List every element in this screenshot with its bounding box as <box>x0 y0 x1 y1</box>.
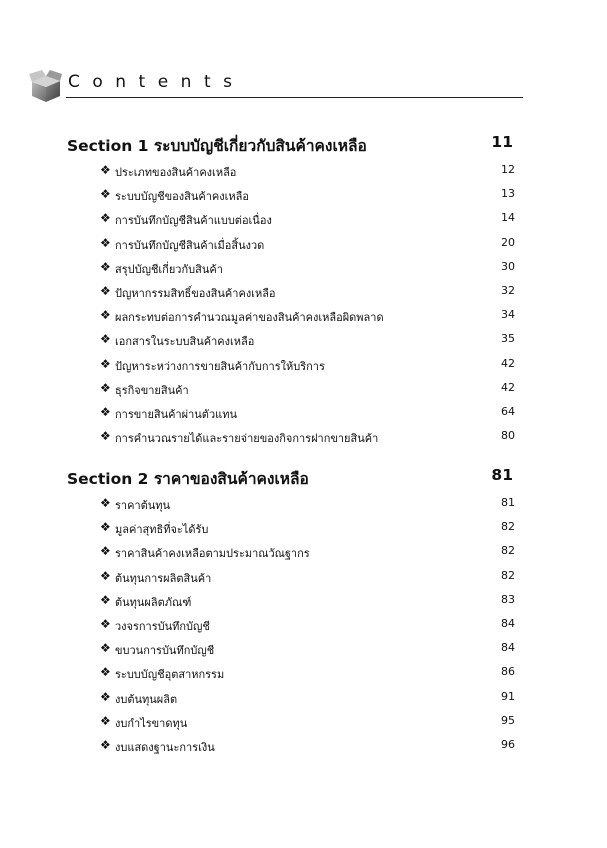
header-divider <box>66 97 523 98</box>
toc-entry[interactable] <box>67 187 515 211</box>
toc-entry[interactable] <box>67 665 515 689</box>
toc-entry-page: 81 <box>501 496 515 509</box>
toc-entry[interactable] <box>67 617 515 641</box>
diamond-bullet-icon: ❖ <box>100 616 111 631</box>
section-title: Section 2 ราคาของสินค้าคงเหลือ <box>67 470 309 488</box>
toc-entry-label: การบันทึกบัญชีสินค้าแบบต่อเนื่อง <box>115 214 272 228</box>
toc-entry[interactable] <box>67 429 515 453</box>
toc-entry-label: ราคาสินค้าคงเหลือตามประมาณวัณฐากร <box>115 547 310 561</box>
box-icon <box>28 68 64 104</box>
toc-entry[interactable] <box>67 520 515 544</box>
toc-entry-label: ระบบบัญชีของสินค้าคงเหลือ <box>115 190 249 204</box>
toc-entry-page: 84 <box>501 616 515 630</box>
diamond-bullet-icon: ❖ <box>100 665 111 680</box>
toc-entry[interactable] <box>67 544 515 568</box>
diamond-bullet-icon: ❖ <box>100 187 111 202</box>
toc-entry[interactable] <box>67 308 515 332</box>
section-title: Section 1 ระบบบัญชีเกี่ยวกับสินค้าคงเหลือ <box>67 137 367 155</box>
section-items <box>67 496 515 762</box>
toc-entry-label: การบันทึกบัญชีสินค้าเมื่อสิ้นงวด <box>115 238 265 252</box>
contents-header <box>28 68 523 100</box>
diamond-bullet-icon: ❖ <box>100 544 111 559</box>
diamond-bullet-icon: ❖ <box>100 308 111 323</box>
toc-entry-page: 34 <box>501 308 515 322</box>
toc-entry-label: ราคาต้นทุน <box>115 499 171 512</box>
toc-entry-page: 80 <box>501 429 515 443</box>
toc-entry-page: 12 <box>501 163 515 176</box>
diamond-bullet-icon: ❖ <box>100 689 111 704</box>
toc-entry-page: 84 <box>501 641 515 655</box>
toc-entry[interactable] <box>67 593 515 617</box>
toc-entry-page: 91 <box>501 689 515 703</box>
toc-entry[interactable] <box>67 569 515 593</box>
toc-entry-label: มูลค่าสุทธิที่จะได้รับ <box>115 523 209 537</box>
toc-entry-label: ปัญหากรรมสิทธิ์ของสินค้าคงเหลือ <box>115 286 276 300</box>
section-items <box>67 163 515 453</box>
toc-entry-label: ต้นทุนผลิตภัณฑ์ <box>115 595 192 609</box>
toc-entry[interactable] <box>67 641 515 665</box>
toc-entry-label: ธุรกิจขายสินค้า <box>115 383 189 397</box>
toc-entry-label: การคำนวณรายได้และรายจ่ายของกิจการฝากขายสินค้า <box>115 432 379 446</box>
section-page-number: 11 <box>491 133 513 151</box>
diamond-bullet-icon: ❖ <box>100 713 111 728</box>
diamond-bullet-icon: ❖ <box>100 496 111 510</box>
section-heading <box>67 466 515 492</box>
toc-entry[interactable] <box>67 260 515 284</box>
toc-entry-label: สรุปบัญชีเกี่ยวกับสินค้า <box>115 262 223 276</box>
toc-entry-label: ประเภทของสินค้าคงเหลือ <box>115 166 237 179</box>
toc-entry-label: วงจรการบันทึกบัญชี <box>115 619 210 633</box>
toc-entry[interactable] <box>67 381 515 405</box>
toc-entry-page: 20 <box>501 235 515 249</box>
toc-entry[interactable] <box>67 714 515 738</box>
toc-entry-page: 82 <box>501 568 515 582</box>
toc-entry-page: 13 <box>501 187 515 201</box>
diamond-bullet-icon: ❖ <box>100 332 111 347</box>
toc-entry-page: 86 <box>501 665 515 679</box>
diamond-bullet-icon: ❖ <box>100 211 111 226</box>
toc-entry-label: งบต้นทุนผลิต <box>115 692 178 706</box>
toc-entry-label: ปัญหาระหว่างการขายสินค้ากับการให้บริการ <box>115 359 325 373</box>
section-page-number: 81 <box>491 466 513 484</box>
toc-entry-page: 30 <box>501 259 515 273</box>
toc-entry[interactable] <box>67 211 515 235</box>
toc-entry-page: 83 <box>501 592 515 606</box>
diamond-bullet-icon: ❖ <box>100 568 111 583</box>
diamond-bullet-icon: ❖ <box>100 356 111 371</box>
diamond-bullet-icon: ❖ <box>100 592 111 607</box>
toc-entry-label: งบกำไรขาดทุน <box>115 716 188 730</box>
section-2 <box>67 466 515 762</box>
toc-entry-page: 82 <box>501 544 515 558</box>
toc-entry-label: ต้นทุนการผลิตสินค้า <box>115 571 212 585</box>
toc-entry-page: 64 <box>501 404 515 418</box>
toc-entry-page: 32 <box>501 283 515 297</box>
diamond-bullet-icon: ❖ <box>100 641 111 656</box>
toc-entry-label: งบแสดงฐานะการเงิน <box>115 740 215 754</box>
diamond-bullet-icon: ❖ <box>100 163 111 177</box>
diamond-bullet-icon: ❖ <box>100 380 111 395</box>
toc-entry-page: 96 <box>501 737 515 751</box>
diamond-bullet-icon: ❖ <box>100 737 111 752</box>
diamond-bullet-icon: ❖ <box>100 520 111 535</box>
toc-entry-page: 14 <box>501 211 515 225</box>
toc-entry-page: 82 <box>501 520 515 534</box>
toc-entry[interactable] <box>67 284 515 308</box>
toc-entry[interactable] <box>67 738 515 762</box>
section-1 <box>67 133 515 453</box>
toc-entry[interactable] <box>67 357 515 381</box>
toc-entry[interactable] <box>67 332 515 356</box>
toc-entry[interactable] <box>67 690 515 714</box>
toc-entry-label: เอกสารในระบบสินค้าคงเหลือ <box>115 335 255 349</box>
diamond-bullet-icon: ❖ <box>100 404 111 419</box>
toc-entry-label: ขบวนการบันทึกบัญชี <box>115 644 215 658</box>
toc-entry-page: 42 <box>501 380 515 394</box>
section-heading <box>67 133 515 159</box>
toc-entry-label: ระบบบัญชีอุตสาหกรรม <box>115 668 225 682</box>
toc-entry[interactable] <box>67 236 515 260</box>
diamond-bullet-icon: ❖ <box>100 259 111 274</box>
toc-entry-page: 95 <box>501 713 515 727</box>
diamond-bullet-icon: ❖ <box>100 429 111 444</box>
toc-entry-label: ผลกระทบต่อการคำนวณมูลค่าของสินค้าคงเหลือผิดพลาด <box>115 311 384 325</box>
diamond-bullet-icon: ❖ <box>100 235 111 250</box>
toc-entry[interactable] <box>67 163 515 187</box>
toc-entry[interactable] <box>67 496 515 520</box>
toc-entry-label: การขายสินค้าผ่านตัวแทน <box>115 407 237 421</box>
toc-entry-page: 42 <box>501 356 515 370</box>
toc-entry-page: 35 <box>501 332 515 346</box>
diamond-bullet-icon: ❖ <box>100 283 111 298</box>
toc-entry[interactable] <box>67 405 515 429</box>
page-title: Contents <box>68 72 245 92</box>
